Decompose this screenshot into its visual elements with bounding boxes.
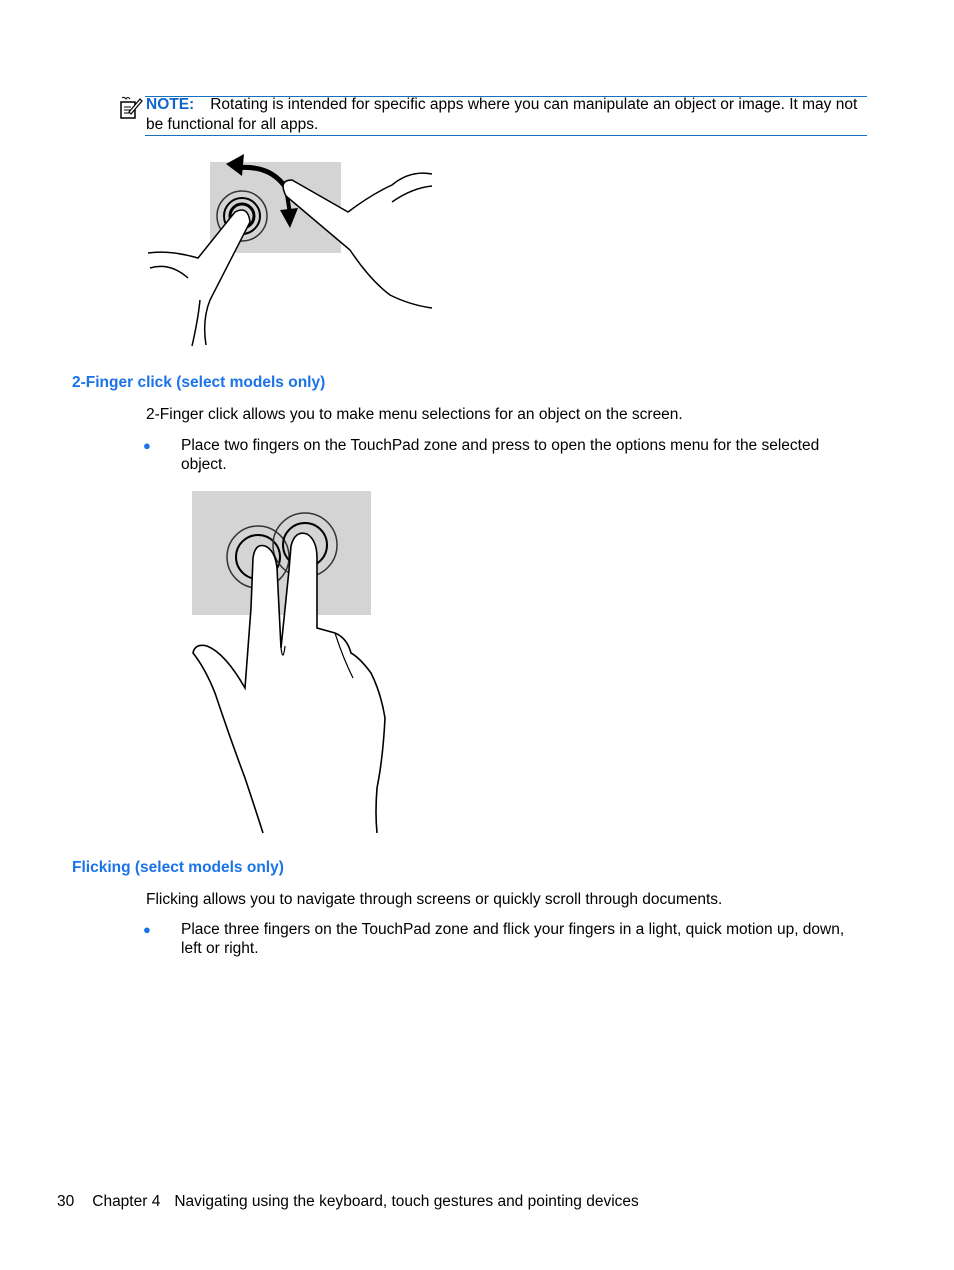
bullet-text-flicking: Place three fingers on the TouchPad zone and flick your fingers in a light, quick motion up, down, left or right. bbox=[181, 921, 845, 957]
note-body: Rotating is intended for specific apps where you can manipulate an object or image. It may not be functional for all apps. bbox=[146, 96, 858, 133]
section-heading-2-finger-click: 2-Finger click (select models only) bbox=[72, 374, 326, 391]
rotate-gesture-illustration bbox=[140, 150, 440, 350]
note-pencil-icon bbox=[119, 96, 143, 120]
section-intro-flicking: Flicking allows you to navigate through screens or quickly scroll through documents. bbox=[146, 891, 723, 908]
page-footer bbox=[57, 1192, 639, 1211]
note-label: NOTE: bbox=[146, 96, 195, 113]
section-intro-2-finger-click: 2-Finger click allows you to make menu selections for an object on the screen. bbox=[146, 406, 683, 423]
two-finger-click-illustration bbox=[185, 488, 395, 838]
bullet-text-2-finger-click: Place two fingers on the TouchPad zone and press to open the options menu for the selected object. bbox=[181, 437, 820, 473]
note-text-block bbox=[146, 95, 864, 135]
bullet-icon: ● bbox=[143, 922, 151, 937]
bullet-icon: ● bbox=[143, 438, 151, 453]
section-heading-flicking: Flicking (select models only) bbox=[72, 859, 284, 876]
footer-chapter-title: Navigating using the keyboard, touch gestures and pointing devices bbox=[174, 1193, 639, 1210]
touchpad-zone bbox=[192, 491, 371, 615]
note-bottom-rule bbox=[145, 135, 867, 136]
footer-chapter: Chapter 4 bbox=[92, 1193, 161, 1210]
page-number: 30 bbox=[57, 1193, 75, 1210]
